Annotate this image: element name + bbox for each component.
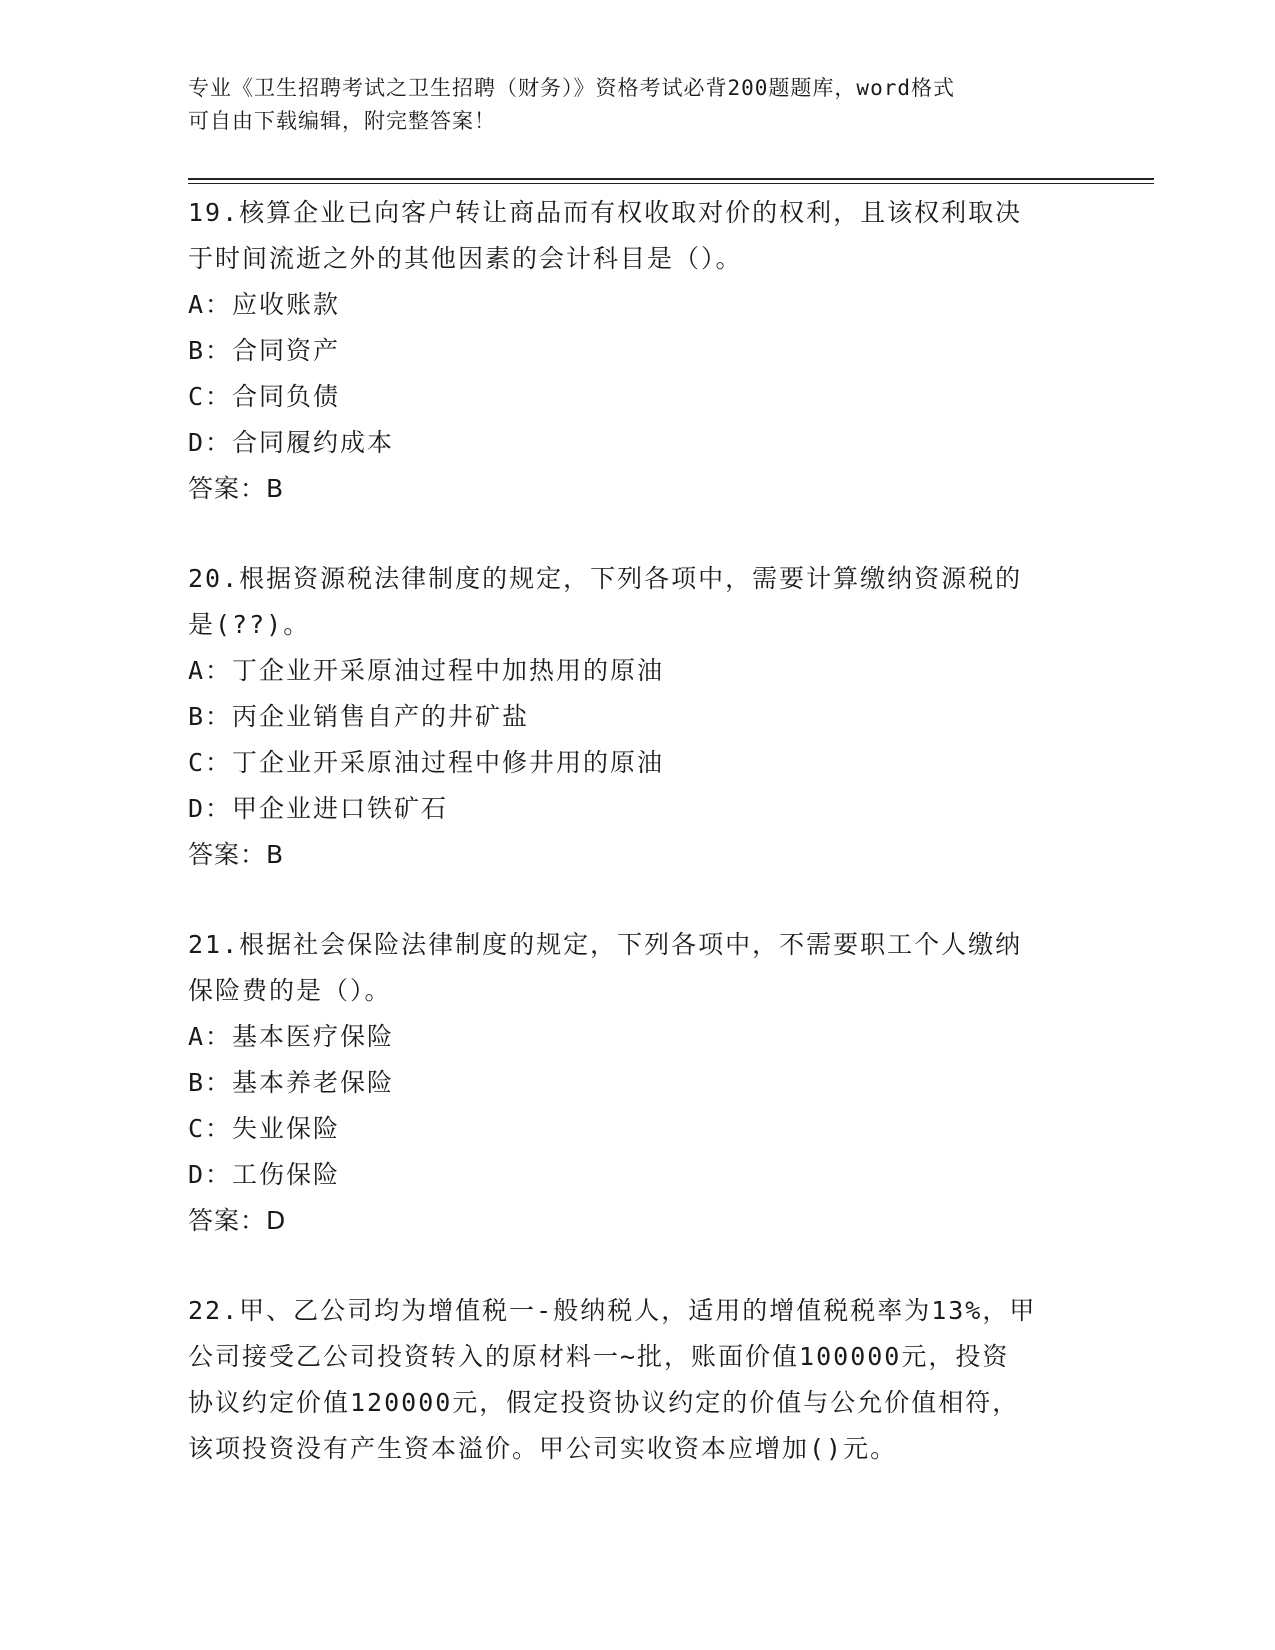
question-stem-line: 于时间流逝之外的其他因素的会计科目是（）。 — [188, 244, 743, 273]
answer: 答案：D — [188, 1206, 287, 1235]
option-d: D：合同履约成本 — [188, 428, 395, 457]
option-a: A：丁企业开采原油过程中加热用的原油 — [188, 656, 665, 685]
header-line-1: 专业《卫生招聘考试之卫生招聘（财务）》资格考试必背200题题库，word格式 — [188, 76, 955, 100]
option-a: A：应收账款 — [188, 290, 341, 319]
question-stem-line: 19.核算企业已向客户转让商品而有权收取对价的权利，且该权利取决 — [188, 198, 1023, 227]
header-divider-thin — [188, 183, 1154, 184]
question-stem-line: 保险费的是（）。 — [188, 976, 392, 1005]
option-d: D：甲企业进口铁矿石 — [188, 794, 449, 823]
question-stem-line: 22.甲、乙公司均为增值税一-般纳税人，适用的增值税税率为13%，甲 — [188, 1296, 1037, 1325]
question-list — [188, 190, 1088, 1472]
question-stem-line: 公司接受乙公司投资转入的原材料一~批，账面价值100000元，投资 — [188, 1342, 1010, 1371]
question-stem — [188, 556, 1088, 648]
header-line-2: 可自由下载编辑，附完整答案！ — [188, 109, 496, 133]
question-stem-line: 该项投资没有产生资本溢价。甲公司实收资本应增加()元。 — [188, 1434, 898, 1463]
option-b: B：丙企业销售自产的井矿盐 — [188, 702, 530, 731]
question-spacer — [188, 1244, 1088, 1288]
option-d: D：工伤保险 — [188, 1160, 341, 1189]
question-20 — [188, 556, 1088, 878]
option-c: C：失业保险 — [188, 1114, 341, 1143]
answer: 答案：B — [188, 840, 285, 869]
header-divider-thick — [188, 178, 1154, 180]
option-b: B：合同资产 — [188, 336, 341, 365]
question-spacer — [188, 512, 1088, 556]
answer: 答案：B — [188, 474, 285, 503]
question-spacer — [188, 878, 1088, 922]
option-a: A：基本医疗保险 — [188, 1022, 395, 1051]
question-21 — [188, 922, 1088, 1244]
question-stem-line: 是(??)。 — [188, 610, 311, 639]
question-stem — [188, 922, 1088, 1014]
question-19 — [188, 190, 1088, 512]
question-stem-line: 20.根据资源税法律制度的规定，下列各项中，需要计算缴纳资源税的 — [188, 564, 1023, 593]
document-header — [188, 72, 1068, 138]
option-c: C：丁企业开采原油过程中修井用的原油 — [188, 748, 665, 777]
option-c: C：合同负债 — [188, 382, 341, 411]
question-stem-line: 协议约定价值120000元，假定投资协议约定的价值与公允价值相符， — [188, 1388, 1020, 1417]
question-stem — [188, 190, 1088, 282]
question-stem — [188, 1288, 1088, 1472]
question-stem-line: 21.根据社会保险法律制度的规定，下列各项中，不需要职工个人缴纳 — [188, 930, 1023, 959]
option-b: B：基本养老保险 — [188, 1068, 395, 1097]
question-22 — [188, 1288, 1088, 1472]
